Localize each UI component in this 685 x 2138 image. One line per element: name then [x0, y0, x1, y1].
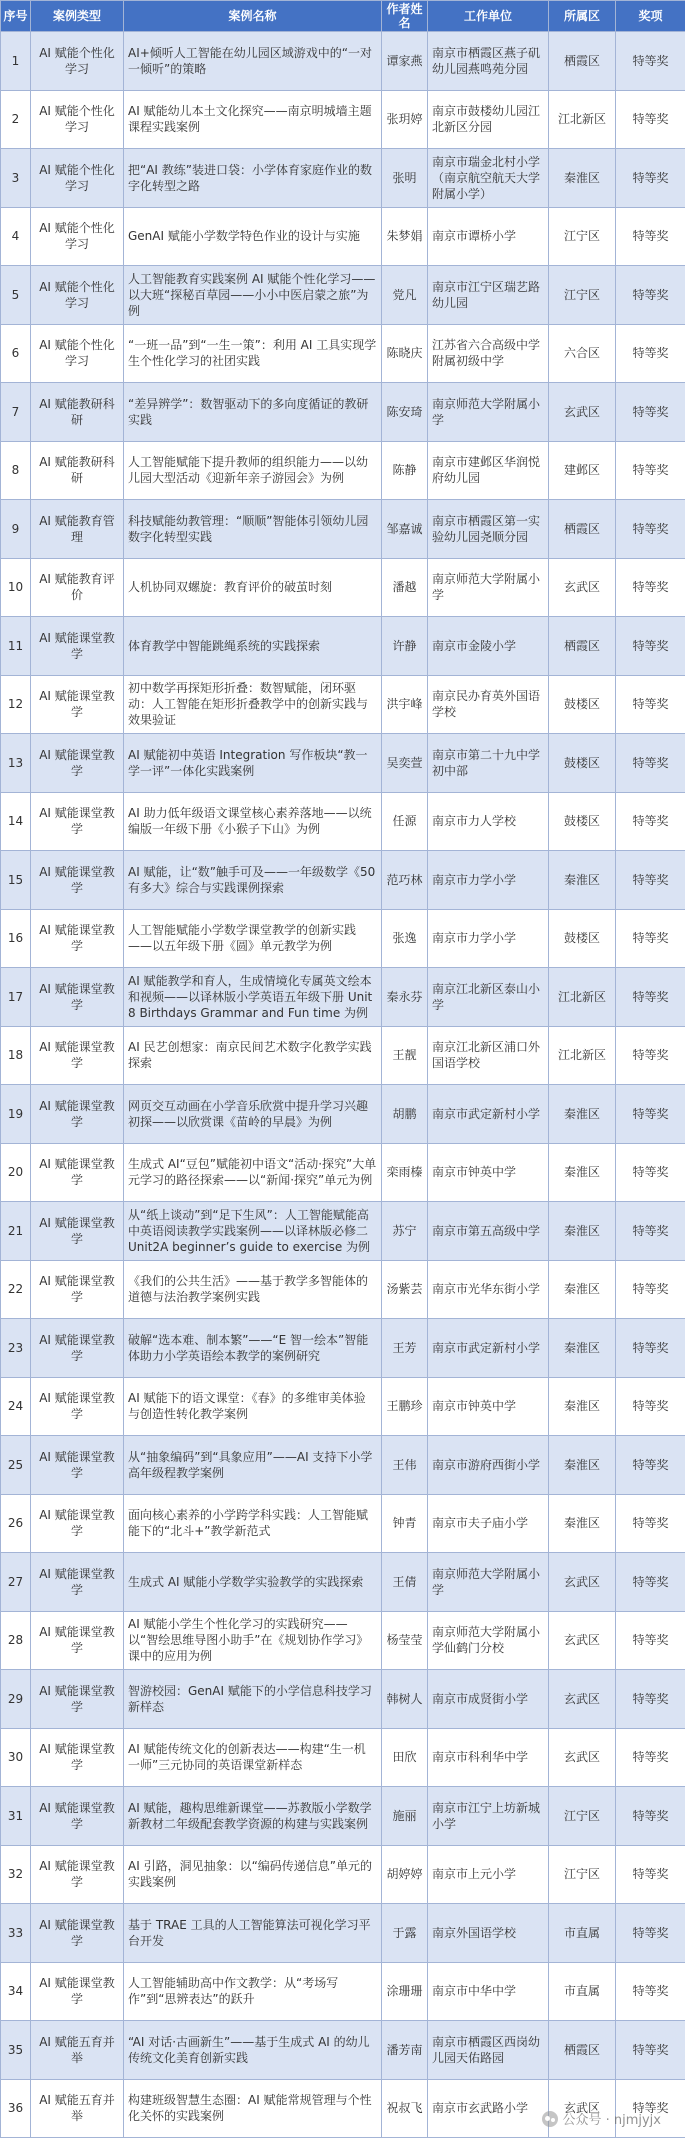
work-unit: 南京市瑞金北村小学（南京航空航天大学附属小学） — [428, 149, 549, 208]
work-unit: 南京市鼓楼幼儿园江北新区分园 — [428, 90, 549, 149]
table-row — [1, 792, 685, 851]
case-name: AI 助力低年级语文课堂核心素养落地——以统编版一年级下册《小猴子下山》为例 — [124, 792, 382, 851]
work-unit: 南京市栖霞区西岗幼儿园天佑路园 — [428, 2021, 549, 2080]
author-name: 吴奕萱 — [382, 734, 428, 793]
case-name: AI 赋能下的语文课堂：《春》的多维审美体验与创造性转化教学案例 — [124, 1377, 382, 1436]
award: 特等奖 — [616, 909, 685, 968]
district: 玄武区 — [549, 1611, 616, 1670]
work-unit: 江苏省六合高级中学附属初级中学 — [428, 324, 549, 383]
table-row — [1, 1611, 685, 1670]
district: 江宁区 — [549, 266, 616, 325]
table-row — [1, 1436, 685, 1495]
author-name: 栾雨榛 — [382, 1143, 428, 1202]
case-type: AI 赋能课堂教学 — [31, 1436, 124, 1495]
work-unit: 南京市游府西街小学 — [428, 1436, 549, 1495]
author-name: 党凡 — [382, 266, 428, 325]
row-index: 29 — [1, 1670, 31, 1729]
case-name: 人工智能赋能小学数学课堂教学的创新实践——以五年级下册《圆》单元教学为例 — [124, 909, 382, 968]
author-name: 邹嘉诚 — [382, 500, 428, 559]
award: 特等奖 — [616, 734, 685, 793]
author-name: 胡鹏 — [382, 1085, 428, 1144]
watermark — [542, 2109, 661, 2128]
row-index: 16 — [1, 909, 31, 968]
author-name: 洪宇峰 — [382, 675, 428, 734]
case-name: 网页交互动画在小学音乐欣赏中提升学习兴趣初探——以欣赏课《苗岭的早晨》为例 — [124, 1085, 382, 1144]
award: 特等奖 — [616, 383, 685, 442]
author-name: 韩树人 — [382, 1670, 428, 1729]
work-unit: 南京市成贤街小学 — [428, 1670, 549, 1729]
work-unit: 南京市力学小学 — [428, 909, 549, 968]
author-name: 秦永芬 — [382, 968, 428, 1027]
district: 玄武区 — [549, 1670, 616, 1729]
author-name: 涂珊珊 — [382, 1962, 428, 2021]
author-name: 于露 — [382, 1904, 428, 1963]
work-unit: 南京市第五高级中学 — [428, 1202, 549, 1261]
work-unit: 南京师范大学附属小学 — [428, 383, 549, 442]
case-type: AI 赋能教研科研 — [31, 441, 124, 500]
work-unit: 南京市建邺区华润悦府幼儿园 — [428, 441, 549, 500]
row-index: 2 — [1, 90, 31, 149]
author-name: 陈静 — [382, 441, 428, 500]
award: 特等奖 — [616, 1787, 685, 1846]
table-row — [1, 1260, 685, 1319]
table-row — [1, 441, 685, 500]
table-row — [1, 1904, 685, 1963]
case-type: AI 赋能课堂教学 — [31, 851, 124, 910]
award: 特等奖 — [616, 1319, 685, 1378]
work-unit: 南京市科利华中学 — [428, 1728, 549, 1787]
author-name: 王鹏珍 — [382, 1377, 428, 1436]
work-unit: 南京外国语学校 — [428, 1904, 549, 1963]
author-name: 张逸 — [382, 909, 428, 968]
district: 栖霞区 — [549, 500, 616, 559]
award: 特等奖 — [616, 851, 685, 910]
district: 江宁区 — [549, 1787, 616, 1846]
district: 秦淮区 — [549, 1319, 616, 1378]
work-unit: 南京市力人学校 — [428, 792, 549, 851]
case-type: AI 赋能课堂教学 — [31, 1845, 124, 1904]
work-unit: 南京市钟英中学 — [428, 1143, 549, 1202]
case-type: AI 赋能课堂教学 — [31, 909, 124, 968]
case-name: AI+倾听人工智能在幼儿园区域游戏中的“一对一倾听”的策略 — [124, 32, 382, 91]
work-unit: 南京市栖霞区第一实验幼儿园尧顺分园 — [428, 500, 549, 559]
work-unit: 南京市中华中学 — [428, 1962, 549, 2021]
district: 江北新区 — [549, 90, 616, 149]
case-type: AI 赋能五育并举 — [31, 2079, 124, 2138]
district: 秦淮区 — [549, 1085, 616, 1144]
district: 玄武区 — [549, 1728, 616, 1787]
table-row — [1, 851, 685, 910]
author-name: 潘芳南 — [382, 2021, 428, 2080]
district: 秦淮区 — [549, 1494, 616, 1553]
author-name: 汤紫芸 — [382, 1260, 428, 1319]
district: 江北新区 — [549, 968, 616, 1027]
award: 特等奖 — [616, 617, 685, 676]
case-name: 科技赋能幼教管理：“顺顺”智能体引领幼儿园数字化转型实践 — [124, 500, 382, 559]
table-row — [1, 324, 685, 383]
case-name: AI 赋能，趣构思维新课堂——苏教版小学数学新教材二年级配套教学资源的构建与实践案例 — [124, 1787, 382, 1846]
award: 特等奖 — [616, 1085, 685, 1144]
case-type: AI 赋能课堂教学 — [31, 1962, 124, 2021]
row-index: 33 — [1, 1904, 31, 1963]
district: 市直属 — [549, 1962, 616, 2021]
header-district: 所属区 — [549, 1, 616, 32]
row-index: 26 — [1, 1494, 31, 1553]
work-unit: 南京市金陵小学 — [428, 617, 549, 676]
row-index: 13 — [1, 734, 31, 793]
table-row — [1, 1553, 685, 1612]
header-index: 序号 — [1, 1, 31, 32]
case-type: AI 赋能课堂教学 — [31, 1904, 124, 1963]
case-name: 人工智能辅助高中作文教学：从“考场写作”到“思辨表达”的跃升 — [124, 1962, 382, 2021]
award: 特等奖 — [616, 90, 685, 149]
table-row — [1, 32, 685, 91]
case-name: 初中数学再探矩形折叠：数智赋能，闭环驱动：人工智能在矩形折叠教学中的创新实践与效果验证 — [124, 675, 382, 734]
work-unit: 南京市夫子庙小学 — [428, 1494, 549, 1553]
case-name: 从“抽象编码”到“具象应用”——AI 支持下小学高年级程教学案例 — [124, 1436, 382, 1495]
row-index: 20 — [1, 1143, 31, 1202]
author-name: 陈晓庆 — [382, 324, 428, 383]
row-index: 28 — [1, 1611, 31, 1670]
district: 玄武区 — [549, 2079, 616, 2138]
table-row — [1, 1202, 685, 1261]
row-index: 5 — [1, 266, 31, 325]
author-name: 范巧林 — [382, 851, 428, 910]
award: 特等奖 — [616, 1494, 685, 1553]
case-type: AI 赋能课堂教学 — [31, 1494, 124, 1553]
case-name: AI 赋能教学和育人，生成情境化专属英文绘本和视频——以译林版小学英语五年级下册 Unit8 Birthdays Grammar and Fun time 为例 — [124, 968, 382, 1027]
district: 秦淮区 — [549, 1260, 616, 1319]
case-name: 人机协同双螺旋：教育评价的破茧时刻 — [124, 558, 382, 617]
work-unit: 南京江北新区浦口外国语学校 — [428, 1026, 549, 1085]
award: 特等奖 — [616, 1962, 685, 2021]
work-unit: 南京市力学小学 — [428, 851, 549, 910]
award: 特等奖 — [616, 2079, 685, 2138]
district: 栖霞区 — [549, 2021, 616, 2080]
author-name: 陈安琦 — [382, 383, 428, 442]
case-name: 人工智能赋能下提升教师的组织能力——以幼儿园大型活动《迎新年亲子游园会》为例 — [124, 441, 382, 500]
table-row — [1, 1494, 685, 1553]
row-index: 14 — [1, 792, 31, 851]
row-index: 15 — [1, 851, 31, 910]
row-index: 8 — [1, 441, 31, 500]
case-type: AI 赋能课堂教学 — [31, 1319, 124, 1378]
case-type: AI 赋能个性化学习 — [31, 324, 124, 383]
work-unit: 南京市江宁上坊新城小学 — [428, 1787, 549, 1846]
header-author: 作者姓名 — [382, 1, 428, 32]
row-index: 12 — [1, 675, 31, 734]
row-index: 34 — [1, 1962, 31, 2021]
award: 特等奖 — [616, 558, 685, 617]
row-index: 35 — [1, 2021, 31, 2080]
header-award: 奖项 — [616, 1, 685, 32]
case-name: “一班一品”到“一生一策”：利用 AI 工具实现学生个性化学习的社团实践 — [124, 324, 382, 383]
award: 特等奖 — [616, 1670, 685, 1729]
case-type: AI 赋能课堂教学 — [31, 1202, 124, 1261]
award: 特等奖 — [616, 1611, 685, 1670]
table-row — [1, 909, 685, 968]
author-name: 田欣 — [382, 1728, 428, 1787]
row-index: 6 — [1, 324, 31, 383]
case-type: AI 赋能个性化学习 — [31, 266, 124, 325]
case-type: AI 赋能课堂教学 — [31, 1085, 124, 1144]
author-name: 王芳 — [382, 1319, 428, 1378]
award: 特等奖 — [616, 1728, 685, 1787]
table-row — [1, 1085, 685, 1144]
award: 特等奖 — [616, 500, 685, 559]
work-unit: 南京市江宁区瑞艺路幼儿园 — [428, 266, 549, 325]
district: 秦淮区 — [549, 1436, 616, 1495]
table-row — [1, 383, 685, 442]
case-type: AI 赋能教育评价 — [31, 558, 124, 617]
work-unit: 南京师范大学附属小学 — [428, 1553, 549, 1612]
row-index: 21 — [1, 1202, 31, 1261]
author-name: 胡婷婷 — [382, 1845, 428, 1904]
case-type: AI 赋能个性化学习 — [31, 32, 124, 91]
award: 特等奖 — [616, 32, 685, 91]
table-row — [1, 1670, 685, 1729]
table-row — [1, 207, 685, 266]
case-name: AI 赋能小学生个性化学习的实践研究——以“智绘思维导图小助手”在《规划协作学习》课中的应用为例 — [124, 1611, 382, 1670]
row-index: 31 — [1, 1787, 31, 1846]
author-name: 潘越 — [382, 558, 428, 617]
case-type: AI 赋能课堂教学 — [31, 968, 124, 1027]
row-index: 10 — [1, 558, 31, 617]
author-name: 苏宁 — [382, 1202, 428, 1261]
case-type: AI 赋能五育并举 — [31, 2021, 124, 2080]
district: 鼓楼区 — [549, 675, 616, 734]
table-row — [1, 734, 685, 793]
case-type: AI 赋能课堂教学 — [31, 1377, 124, 1436]
table-row — [1, 617, 685, 676]
case-name: AI 赋能幼儿本土文化探究——南京明城墙主题课程实践案例 — [124, 90, 382, 149]
award: 特等奖 — [616, 1143, 685, 1202]
header-case-name: 案例名称 — [124, 1, 382, 32]
award: 特等奖 — [616, 149, 685, 208]
award: 特等奖 — [616, 441, 685, 500]
case-name: 破解“选本难、制本繁”——“E 智一绘本”智能体助力小学英语绘本教学的案例研究 — [124, 1319, 382, 1378]
district: 玄武区 — [549, 383, 616, 442]
case-name: 从“纸上谈动”到“足下生风”：人工智能赋能高中英语阅读教学实践案例——以译林版必修二 Unit2A beginner’s guide to exercise 为例 — [124, 1202, 382, 1261]
award: 特等奖 — [616, 675, 685, 734]
case-type: AI 赋能课堂教学 — [31, 1787, 124, 1846]
case-type: AI 赋能课堂教学 — [31, 1260, 124, 1319]
watermark-text: 公众号 · njmjyjx — [562, 2109, 661, 2128]
case-name: 《我们的公共生活》——基于教学多智能体的道德与法治教学案例实践 — [124, 1260, 382, 1319]
table-row — [1, 1143, 685, 1202]
case-type: AI 赋能课堂教学 — [31, 1611, 124, 1670]
district: 江宁区 — [549, 207, 616, 266]
district: 鼓楼区 — [549, 909, 616, 968]
author-name: 王倩 — [382, 1553, 428, 1612]
district: 秦淮区 — [549, 851, 616, 910]
row-index: 4 — [1, 207, 31, 266]
case-name: AI 引路，洞见抽象：以“编码传递信息”单元的实践案例 — [124, 1845, 382, 1904]
row-index: 24 — [1, 1377, 31, 1436]
author-name: 任源 — [382, 792, 428, 851]
case-name: “AI 对话·古画新生”——基于生成式 AI 的幼儿传统文化美育创新实践 — [124, 2021, 382, 2080]
table-row — [1, 1026, 685, 1085]
table-row — [1, 90, 685, 149]
case-type: AI 赋能个性化学习 — [31, 207, 124, 266]
author-name: 祝叔飞 — [382, 2079, 428, 2138]
work-unit: 南京民办育英外国语学校 — [428, 675, 549, 734]
author-name: 朱梦娟 — [382, 207, 428, 266]
row-index: 23 — [1, 1319, 31, 1378]
case-type: AI 赋能课堂教学 — [31, 617, 124, 676]
work-unit: 南京市第二十九中学初中部 — [428, 734, 549, 793]
author-name: 施丽 — [382, 1787, 428, 1846]
table-row — [1, 1728, 685, 1787]
case-name: 构建班级智慧生态圈：AI 赋能常规管理与个性化关怀的实践案例 — [124, 2079, 382, 2138]
row-index: 25 — [1, 1436, 31, 1495]
case-type: AI 赋能课堂教学 — [31, 1553, 124, 1612]
table-row — [1, 1319, 685, 1378]
case-name: 基于 TRAE 工具的人工智能算法可视化学习平台开发 — [124, 1904, 382, 1963]
case-type: AI 赋能课堂教学 — [31, 1670, 124, 1729]
author-name: 谭家燕 — [382, 32, 428, 91]
award: 特等奖 — [616, 1202, 685, 1261]
award: 特等奖 — [616, 1377, 685, 1436]
author-name: 王靓 — [382, 1026, 428, 1085]
district: 市直属 — [549, 1904, 616, 1963]
award: 特等奖 — [616, 968, 685, 1027]
case-type: AI 赋能教育管理 — [31, 500, 124, 559]
district: 建邺区 — [549, 441, 616, 500]
work-unit: 南京市玄武路小学 — [428, 2079, 549, 2138]
district: 六合区 — [549, 324, 616, 383]
row-index: 3 — [1, 149, 31, 208]
case-name: 生成式 AI“豆包”赋能初中语文“活动·探究”大单元学习的路径探索——以“新闻·探究”单元为例 — [124, 1143, 382, 1202]
award: 特等奖 — [616, 2021, 685, 2080]
work-unit: 南京师范大学附属小学 — [428, 558, 549, 617]
award: 特等奖 — [616, 1553, 685, 1612]
author-name: 张玥婷 — [382, 90, 428, 149]
header-case-type: 案例类型 — [31, 1, 124, 32]
case-name: 体育教学中智能跳绳系统的实践探索 — [124, 617, 382, 676]
work-unit: 南京师范大学附属小学仙鹤门分校 — [428, 1611, 549, 1670]
case-type: AI 赋能课堂教学 — [31, 675, 124, 734]
row-index: 7 — [1, 383, 31, 442]
case-name: AI 赋能初中英语 Integration 写作板块“教一学一评”一体化实践案例 — [124, 734, 382, 793]
case-name: GenAI 赋能小学数学特色作业的设计与实施 — [124, 207, 382, 266]
work-unit: 南京市武定新村小学 — [428, 1085, 549, 1144]
wechat-icon — [542, 2111, 558, 2127]
district: 鼓楼区 — [549, 792, 616, 851]
table-row — [1, 1845, 685, 1904]
table-row — [1, 1962, 685, 2021]
district: 江宁区 — [549, 1845, 616, 1904]
case-name: AI 赋能传统文化的创新表达——构建“生一机一师”三元协同的英语课堂新样态 — [124, 1728, 382, 1787]
table-row — [1, 675, 685, 734]
district: 栖霞区 — [549, 617, 616, 676]
district: 鼓楼区 — [549, 734, 616, 793]
case-name: 人工智能教育实践案例 AI 赋能个性化学习——以大班“探秘百草园——小小中医启蒙之旅”为例 — [124, 266, 382, 325]
award: 特等奖 — [616, 1904, 685, 1963]
case-type: AI 赋能个性化学习 — [31, 90, 124, 149]
award: 特等奖 — [616, 792, 685, 851]
case-name: AI 民艺创想家：南京民间艺术数字化教学实践探索 — [124, 1026, 382, 1085]
case-type: AI 赋能教研科研 — [31, 383, 124, 442]
table-header-row — [1, 1, 685, 32]
case-type: AI 赋能课堂教学 — [31, 1728, 124, 1787]
row-index: 19 — [1, 1085, 31, 1144]
row-index: 9 — [1, 500, 31, 559]
case-type: AI 赋能课堂教学 — [31, 1026, 124, 1085]
header-work-unit: 工作单位 — [428, 1, 549, 32]
award: 特等奖 — [616, 1436, 685, 1495]
district: 秦淮区 — [549, 1377, 616, 1436]
work-unit: 南京市光华东街小学 — [428, 1260, 549, 1319]
author-name: 王伟 — [382, 1436, 428, 1495]
case-name: 把“AI 教练”装进口袋：小学体育家庭作业的数字化转型之路 — [124, 149, 382, 208]
district: 栖霞区 — [549, 32, 616, 91]
work-unit: 南京市谭桥小学 — [428, 207, 549, 266]
case-name: 智游校园：GenAI 赋能下的小学信息科技学习新样态 — [124, 1670, 382, 1729]
table-row — [1, 2021, 685, 2080]
award: 特等奖 — [616, 1026, 685, 1085]
district: 秦淮区 — [549, 1143, 616, 1202]
district: 秦淮区 — [549, 149, 616, 208]
case-type: AI 赋能个性化学习 — [31, 149, 124, 208]
author-name: 许静 — [382, 617, 428, 676]
table-row — [1, 1377, 685, 1436]
district: 秦淮区 — [549, 1202, 616, 1261]
work-unit: 南京江北新区泰山小学 — [428, 968, 549, 1027]
case-name: “差异辨学”：数智驱动下的多向度循证的教研实践 — [124, 383, 382, 442]
row-index: 17 — [1, 968, 31, 1027]
work-unit: 南京市上元小学 — [428, 1845, 549, 1904]
row-index: 30 — [1, 1728, 31, 1787]
row-index: 36 — [1, 2079, 31, 2138]
work-unit: 南京市栖霞区燕子矶幼儿园燕鸣苑分园 — [428, 32, 549, 91]
table-row — [1, 500, 685, 559]
work-unit: 南京市钟英中学 — [428, 1377, 549, 1436]
table-row — [1, 1787, 685, 1846]
award: 特等奖 — [616, 207, 685, 266]
table-row — [1, 266, 685, 325]
district: 玄武区 — [549, 1553, 616, 1612]
author-name: 杨莹莹 — [382, 1611, 428, 1670]
award: 特等奖 — [616, 1845, 685, 1904]
case-type: AI 赋能课堂教学 — [31, 1143, 124, 1202]
award: 特等奖 — [616, 1260, 685, 1319]
award: 特等奖 — [616, 324, 685, 383]
author-name: 张明 — [382, 149, 428, 208]
table-row — [1, 558, 685, 617]
row-index: 1 — [1, 32, 31, 91]
case-name: AI 赋能，让“数”触手可及——一年级数学《50 有多大》综合与实践课例探索 — [124, 851, 382, 910]
row-index: 27 — [1, 1553, 31, 1612]
case-name: 面向核心素养的小学跨学科实践：人工智能赋能下的“北斗+”教学新范式 — [124, 1494, 382, 1553]
case-name: 生成式 AI 赋能小学数学实验教学的实践探索 — [124, 1553, 382, 1612]
row-index: 18 — [1, 1026, 31, 1085]
case-type: AI 赋能课堂教学 — [31, 734, 124, 793]
row-index: 11 — [1, 617, 31, 676]
case-type: AI 赋能课堂教学 — [31, 792, 124, 851]
row-index: 22 — [1, 1260, 31, 1319]
table-row — [1, 149, 685, 208]
work-unit: 南京市武定新村小学 — [428, 1319, 549, 1378]
table-row — [1, 968, 685, 1027]
author-name: 钟青 — [382, 1494, 428, 1553]
row-index: 32 — [1, 1845, 31, 1904]
district: 江北新区 — [549, 1026, 616, 1085]
award: 特等奖 — [616, 266, 685, 325]
district: 玄武区 — [549, 558, 616, 617]
